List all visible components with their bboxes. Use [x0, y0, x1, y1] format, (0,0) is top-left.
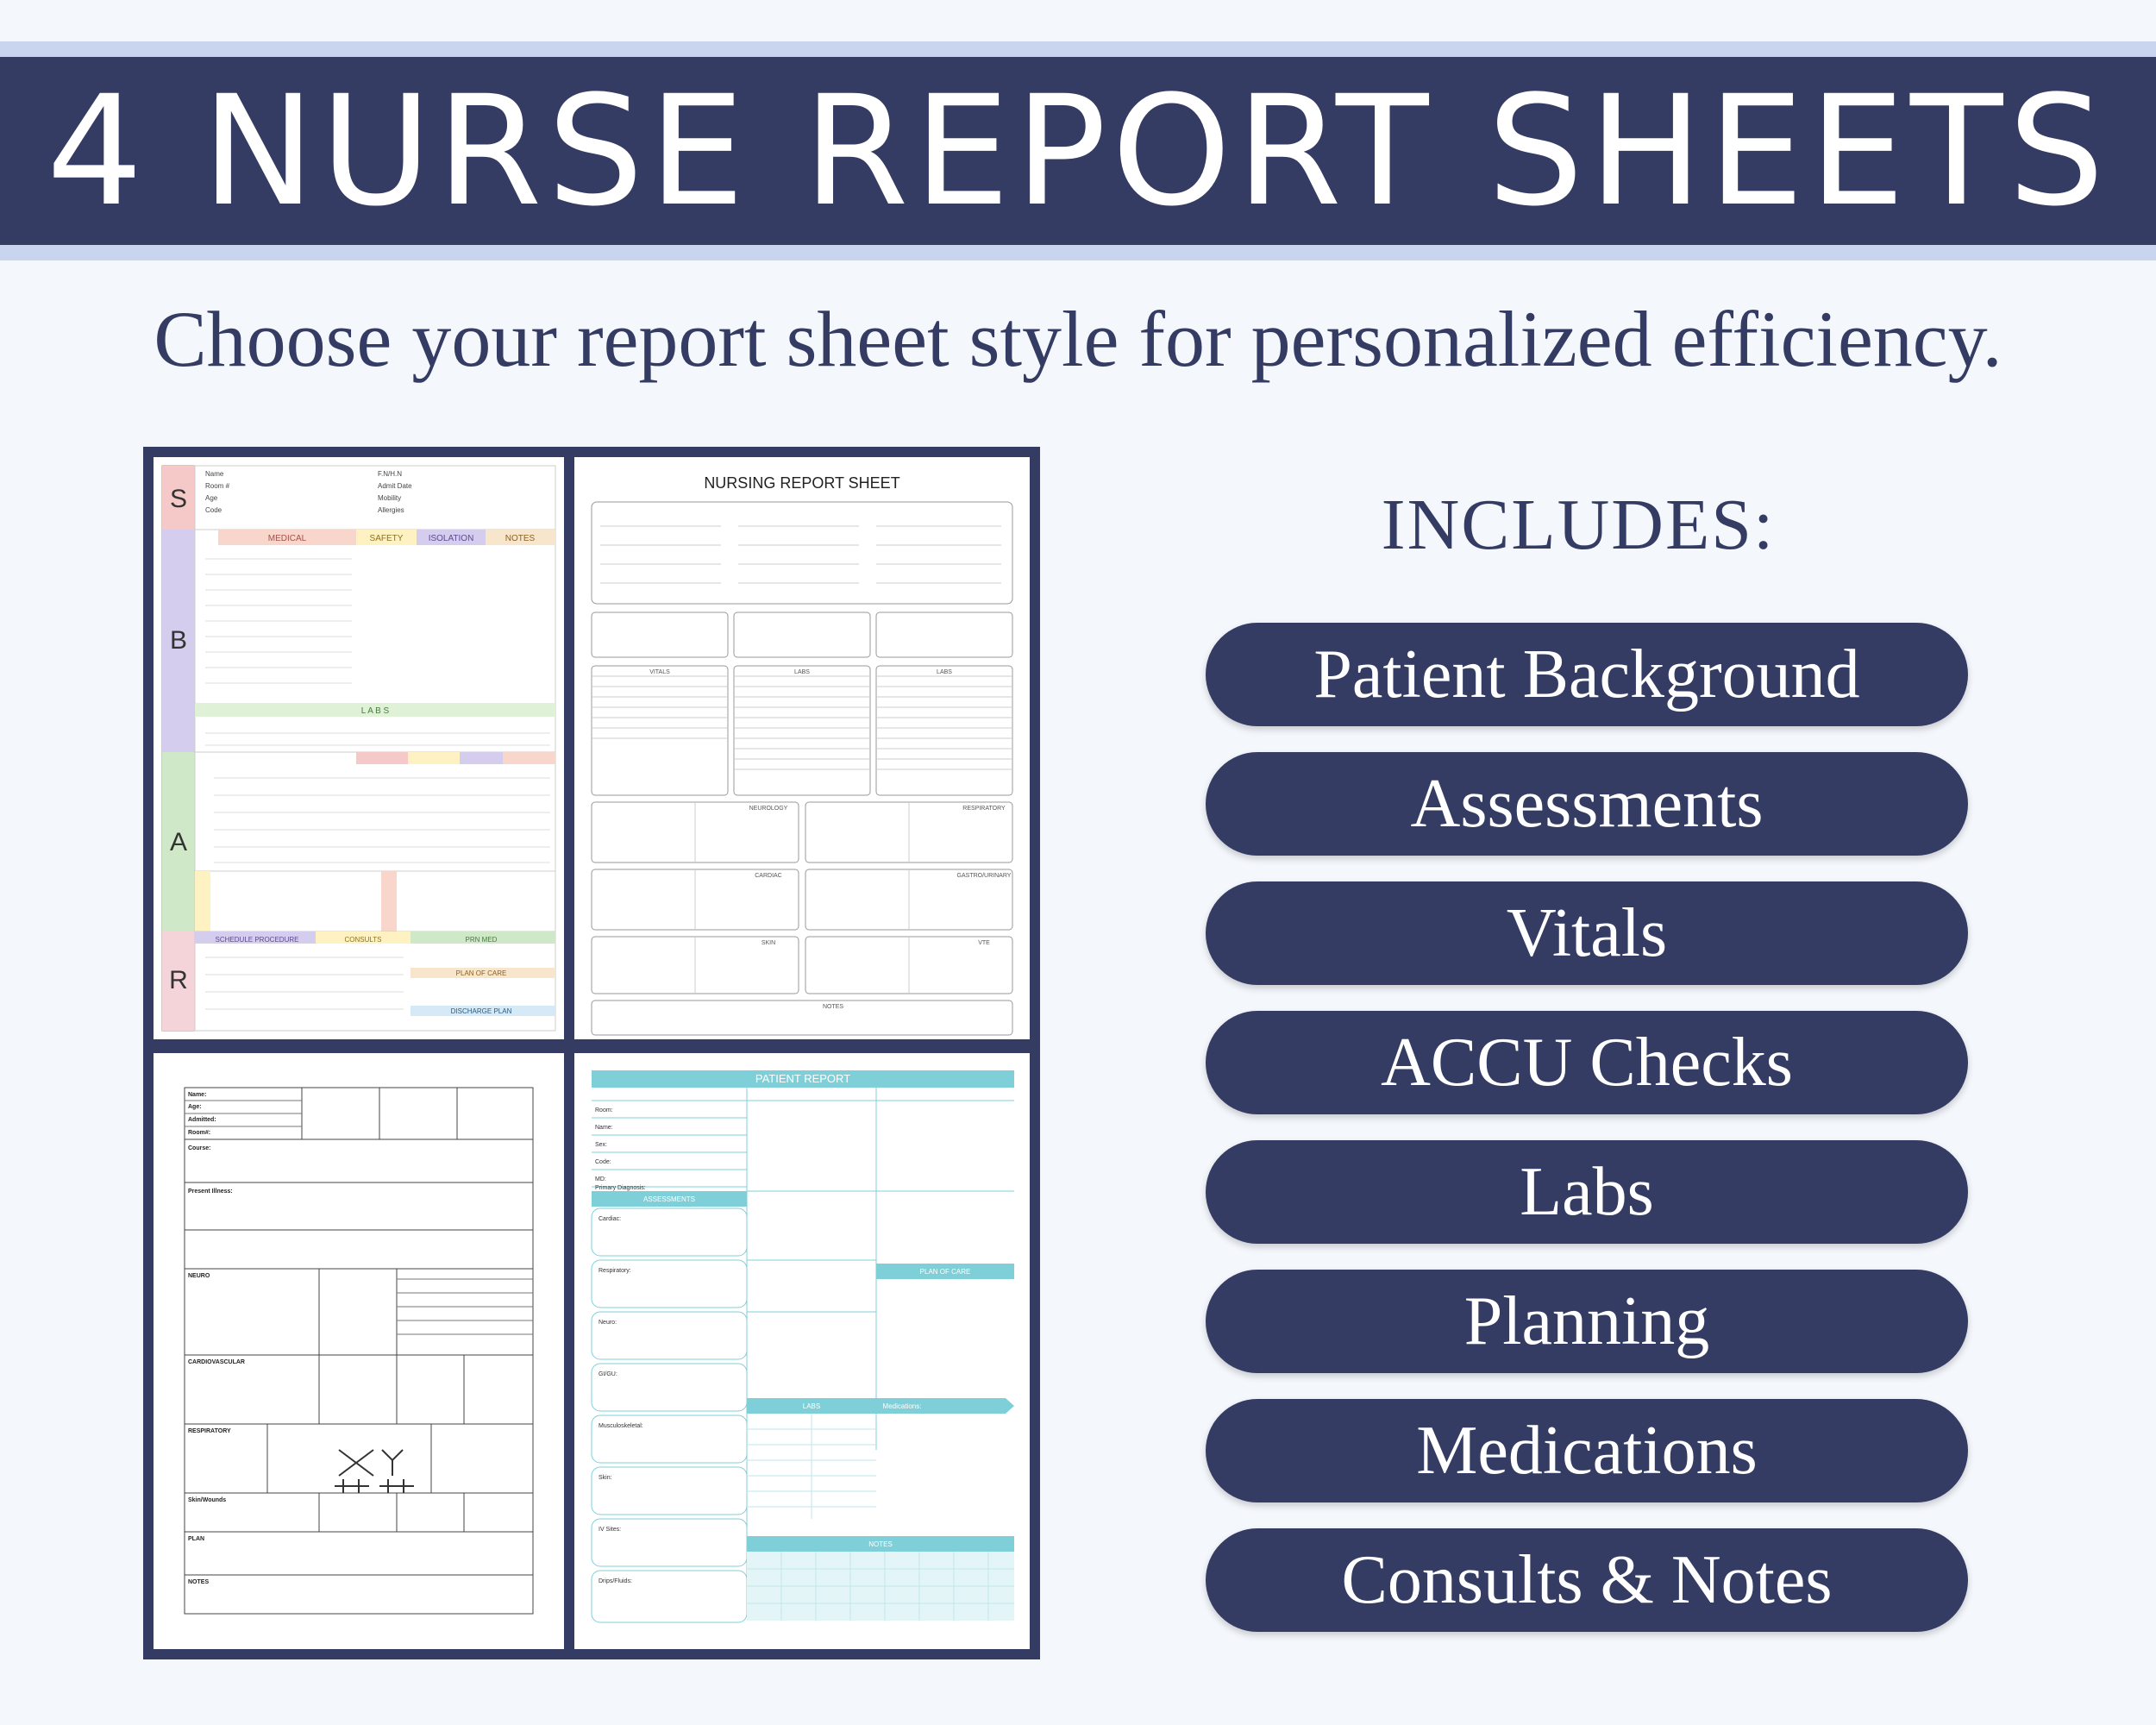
svg-text:B: B [169, 626, 188, 655]
include-pill-label: Consults & Notes [1341, 1541, 1833, 1618]
svg-text:VTE: VTE [978, 940, 990, 946]
svg-text:GI/GU:: GI/GU: [599, 1371, 617, 1377]
title-banner [0, 57, 2156, 245]
include-pill-label: Patient Background [1313, 636, 1860, 712]
svg-text:PRN MED: PRN MED [465, 936, 498, 944]
svg-text:Room#:: Room#: [188, 1130, 211, 1136]
page-title: 4 NURSE REPORT SHEETS [46, 62, 2110, 240]
sbar-report-sheet [154, 457, 564, 1039]
svg-text:Room:: Room: [595, 1107, 613, 1113]
svg-text:Sex:: Sex: [595, 1142, 608, 1148]
svg-text:NOTES: NOTES [822, 1004, 844, 1010]
sheet-collage [143, 447, 1040, 1659]
svg-text:LABS: LABS [802, 1402, 821, 1410]
svg-text:Drips/Fluids:: Drips/Fluids: [599, 1578, 632, 1584]
svg-text:Neuro:: Neuro: [599, 1320, 617, 1326]
patient-sheet-title: PATIENT REPORT [592, 1070, 1014, 1088]
svg-text:DISCHARGE PLAN: DISCHARGE PLAN [450, 1007, 512, 1015]
banner-stripe-top [0, 41, 2156, 57]
svg-text:CONSULTS: CONSULTS [344, 936, 382, 944]
svg-text:SAFETY: SAFETY [369, 534, 404, 543]
svg-text:MEDICAL: MEDICAL [267, 534, 307, 543]
include-pill-medications [1206, 1399, 1968, 1502]
svg-text:IV Sites:: IV Sites: [599, 1527, 622, 1533]
svg-text:Age:: Age: [188, 1104, 202, 1110]
includes-heading: INCLUDES: [1381, 485, 1776, 565]
svg-text:Name:: Name: [595, 1125, 613, 1131]
svg-text:LABS: LABS [794, 669, 810, 675]
svg-text:Course:: Course: [188, 1145, 211, 1151]
svg-text:F.N/H.N: F.N/H.N [378, 470, 402, 478]
include-pill-assessments [1206, 752, 1968, 856]
include-pill-planning [1206, 1270, 1968, 1373]
patient-sheet-graphic [574, 1053, 1030, 1649]
include-pill-consults-notes [1206, 1528, 1968, 1632]
svg-text:MD:: MD: [595, 1176, 606, 1182]
include-pill-label: ACCU Checks [1381, 1024, 1793, 1101]
svg-text:Allergies: Allergies [378, 506, 404, 514]
svg-text:Medications:: Medications: [882, 1402, 922, 1410]
nursing-sheet-title: NURSING REPORT SHEET [704, 474, 900, 492]
banner-stripe-bottom [0, 245, 2156, 260]
svg-text:RESPIRATORY: RESPIRATORY [962, 806, 1006, 812]
svg-text:Primary Diagnosis:: Primary Diagnosis: [595, 1185, 646, 1191]
include-pill-accu-checks [1206, 1011, 1968, 1114]
nursing-report-sheet [574, 457, 1030, 1039]
svg-text:ISOLATION: ISOLATION [428, 534, 474, 543]
svg-text:Code: Code [205, 506, 222, 514]
svg-text:Skin:: Skin: [599, 1475, 612, 1481]
svg-text:GASTRO/URINARY: GASTRO/URINARY [956, 873, 1012, 879]
svg-text:Room #: Room # [205, 482, 230, 490]
svg-text:Cardiac:: Cardiac: [599, 1216, 622, 1222]
svg-text:NOTES: NOTES [868, 1540, 893, 1548]
svg-text:L A B S: L A B S [360, 706, 390, 716]
general-report-sheet [154, 1053, 564, 1649]
svg-text:SKIN: SKIN [761, 940, 776, 946]
svg-text:RESPIRATORY: RESPIRATORY [188, 1428, 231, 1434]
svg-text:Present Illness:: Present Illness: [188, 1189, 233, 1195]
svg-text:Musculoskeletal:: Musculoskeletal: [599, 1423, 643, 1429]
subtitle: Choose your report sheet style for personalized efficiency. [154, 295, 2002, 383]
svg-text:PLAN: PLAN [188, 1536, 205, 1542]
svg-text:Skin/Wounds: Skin/Wounds [188, 1497, 227, 1503]
svg-text:Mobility: Mobility [378, 494, 402, 502]
sbar-sheet-graphic [154, 457, 564, 1039]
svg-text:NOTES: NOTES [505, 534, 536, 543]
nursing-sheet-graphic [574, 457, 1030, 1039]
svg-text:NEUROLOGY: NEUROLOGY [749, 806, 788, 812]
svg-text:NOTES: NOTES [188, 1579, 210, 1585]
patient-report-sheet [574, 1053, 1030, 1649]
include-pill-label: Planning [1463, 1283, 1710, 1359]
include-pill-label: Labs [1520, 1153, 1654, 1230]
svg-text:A: A [169, 828, 188, 856]
svg-text:R: R [169, 966, 188, 994]
svg-text:VITALS: VITALS [649, 669, 670, 675]
include-pill-patient-background [1206, 623, 1968, 726]
svg-text:Admit Date: Admit Date [378, 482, 412, 490]
include-pill-label: Medications [1416, 1412, 1758, 1489]
include-pill-labs [1206, 1140, 1968, 1244]
svg-text:CARDIOVASCULAR: CARDIOVASCULAR [188, 1359, 245, 1365]
svg-text:NEURO: NEURO [188, 1273, 210, 1279]
svg-text:SCHEDULE PROCEDURE: SCHEDULE PROCEDURE [215, 936, 299, 944]
svg-text:Respiratory:: Respiratory: [599, 1268, 631, 1274]
include-pill-vitals [1206, 881, 1968, 985]
svg-text:S: S [169, 485, 188, 513]
svg-text:Name:: Name: [188, 1092, 207, 1098]
include-pill-label: Vitals [1506, 894, 1668, 971]
svg-text:ASSESSMENTS: ASSESSMENTS [642, 1195, 696, 1203]
svg-text:PLAN OF CARE: PLAN OF CARE [919, 1268, 971, 1276]
svg-text:CARDIAC: CARDIAC [755, 873, 782, 879]
svg-text:Code:: Code: [595, 1159, 611, 1165]
include-pill-label: Assessments [1410, 765, 1764, 842]
svg-text:Name: Name [205, 470, 224, 478]
svg-text:Age: Age [205, 494, 218, 502]
svg-text:LABS: LABS [937, 669, 952, 675]
general-sheet-graphic [154, 1053, 564, 1649]
svg-text:PLAN OF CARE: PLAN OF CARE [455, 969, 507, 977]
svg-text:Admitted:: Admitted: [188, 1117, 216, 1123]
